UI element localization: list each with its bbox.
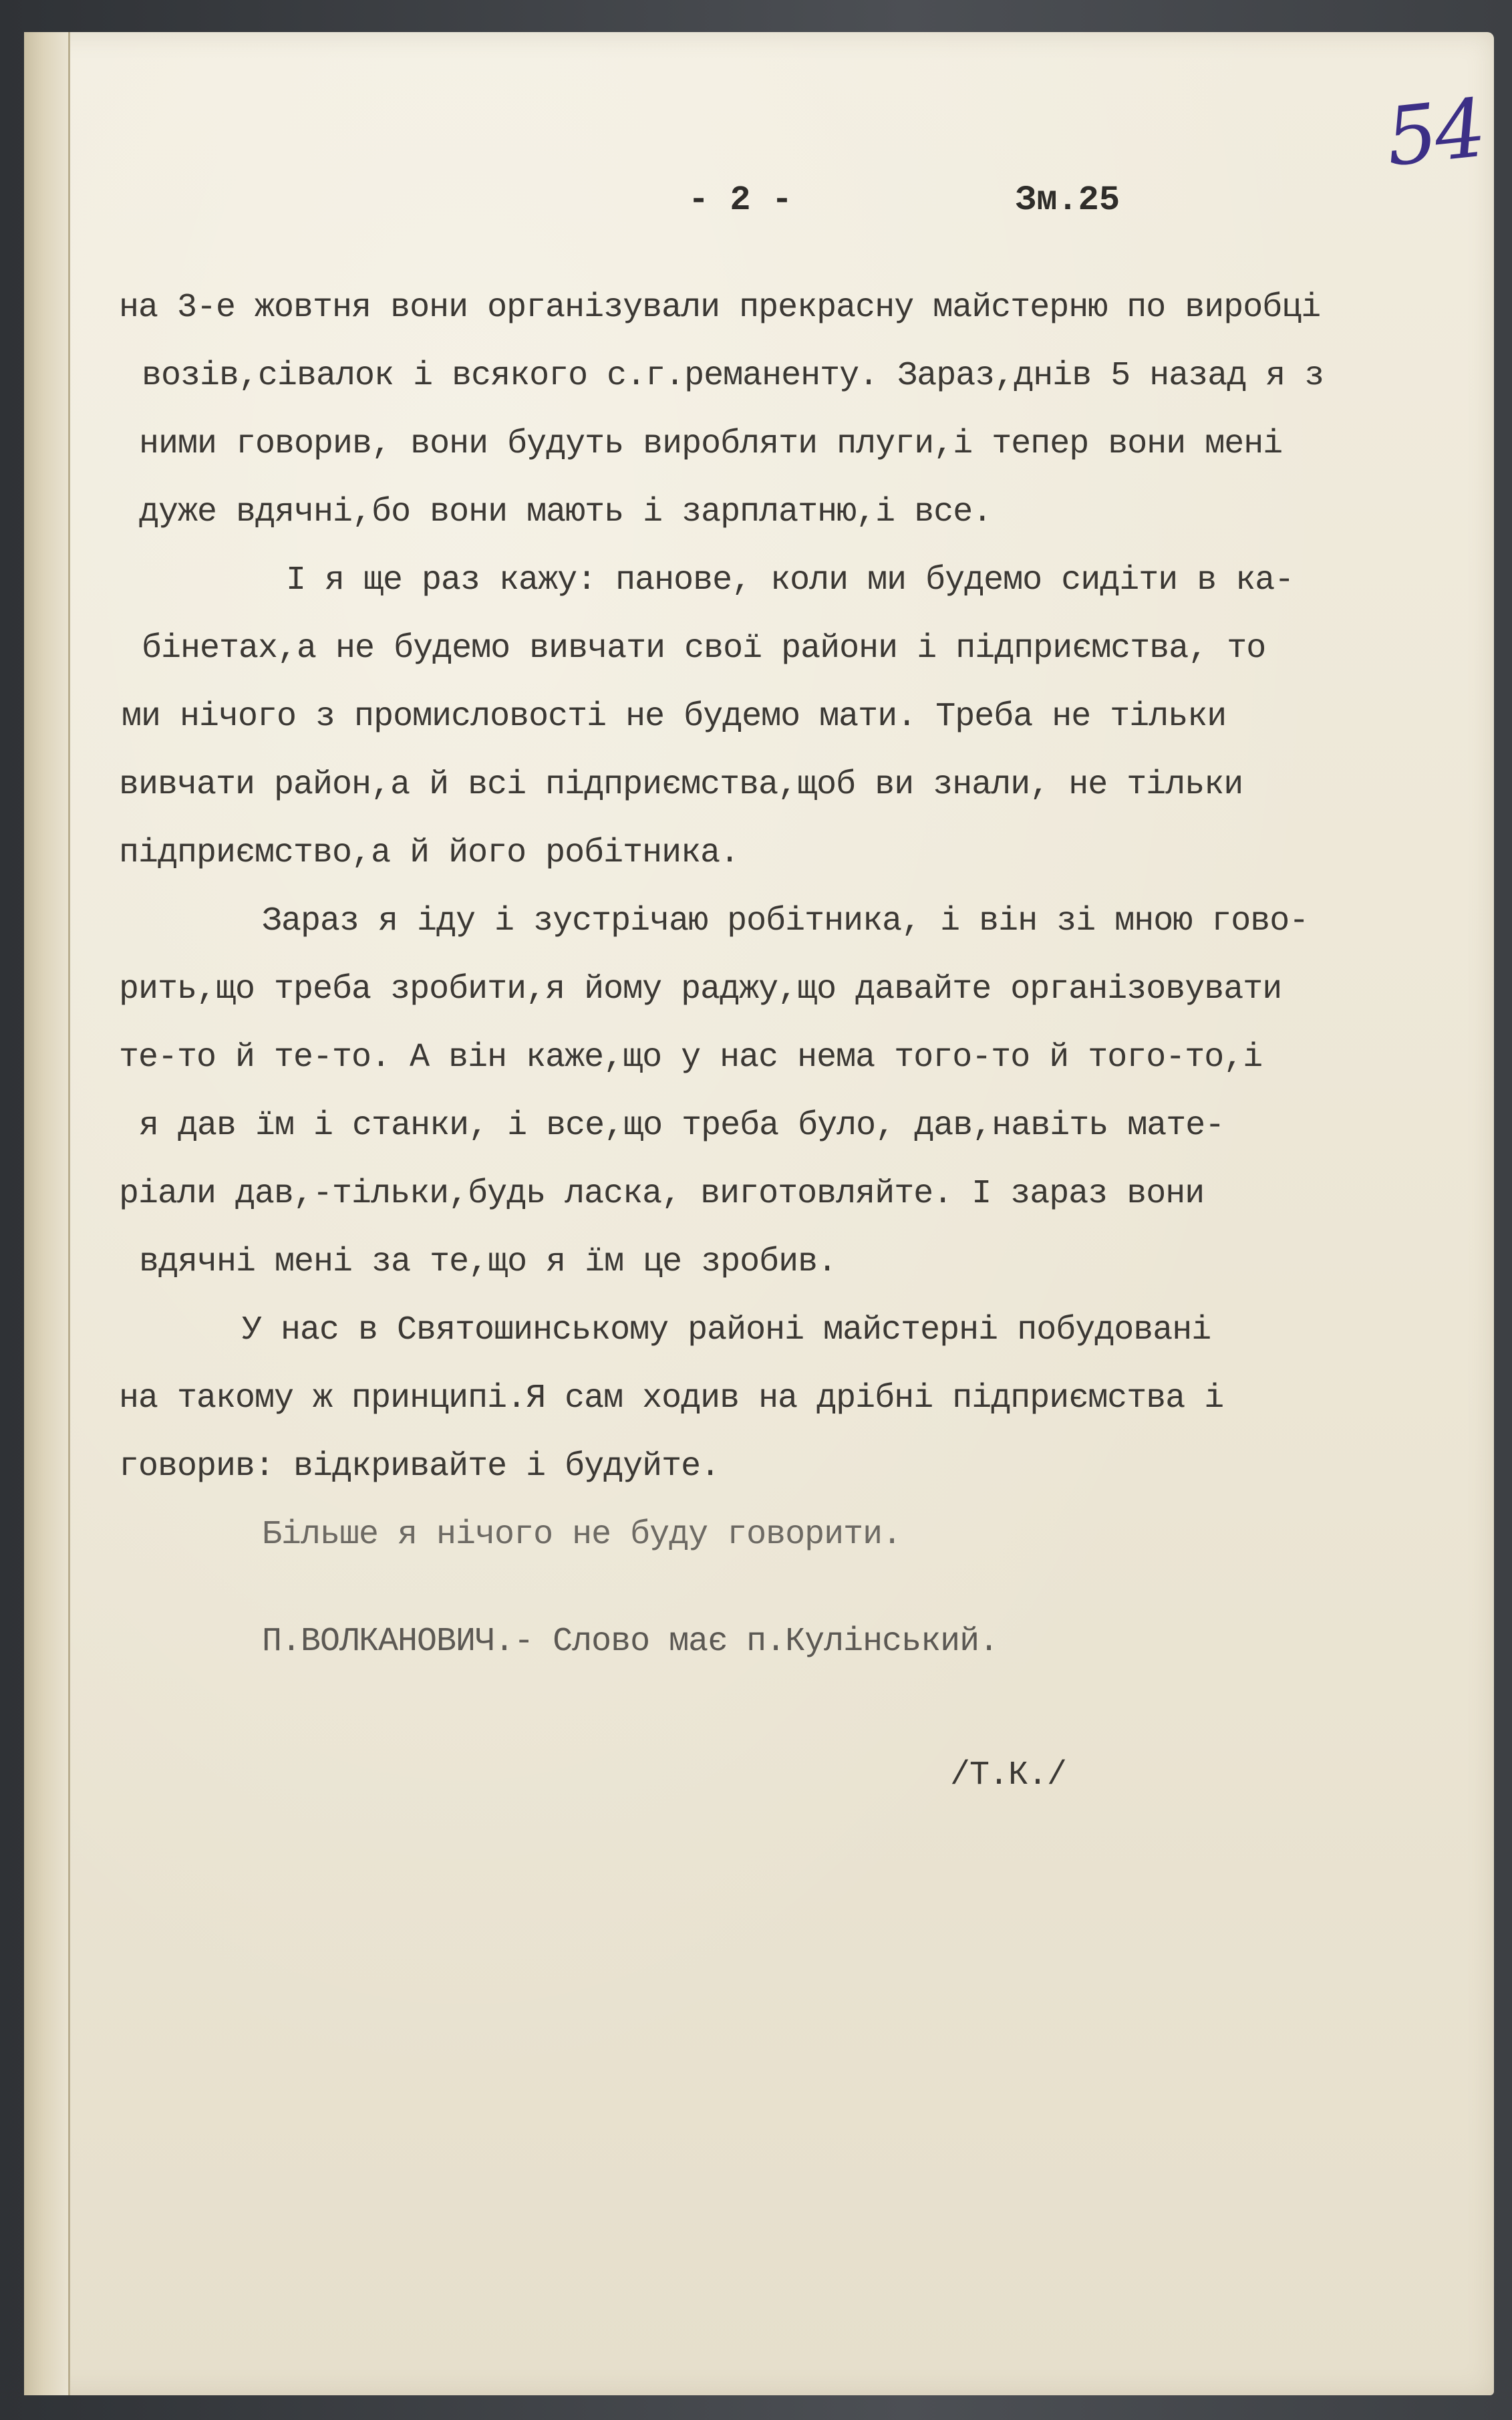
typist-initials: /Т.К./ (950, 1756, 1067, 1794)
text-line: рить,що треба зробити,я йому раджу,що давайте організовувати (119, 970, 1282, 1009)
text-line: вивчати район,а й всі підприємства,щоб ви знали, не тільки (119, 766, 1243, 804)
text-line: дуже вдячні,бо вони мають і зарплатню,і все. (139, 493, 992, 531)
folio-number: 54 (1382, 82, 1488, 185)
text-line: говорив: відкривайте і будуйте. (119, 1448, 720, 1486)
page-number: - 2 - (688, 180, 793, 220)
text-line: на такому ж принципі.Я сам ходив на дрібні підприємства і (119, 1379, 1224, 1418)
page-binding-edge (24, 32, 70, 2395)
text-line: ріали дав,-тільки,будь ласка, виготовляйте. І зараз вони (119, 1175, 1205, 1213)
text-line: ними говорив, вони будуть виробляти плуги,і тепер вони мені (139, 425, 1283, 463)
document-code: Зм.25 (1016, 180, 1120, 220)
text-line: бінетах,а не будемо вивчати свої райони і підприємства, то (142, 630, 1266, 668)
text-line: Більше я нічого не буду говорити. (262, 1516, 902, 1554)
text-line: Зараз я іду і зустрічаю робітника, і він зі мною гово- (262, 902, 1309, 940)
text-line: те-то й те-то. А він каже,що у нас нема того-то й того-то,і (119, 1039, 1263, 1077)
text-line: вдячні мені за те,що я їм це зробив. (139, 1243, 837, 1281)
text-line: возів,сівалок і всякого с.г.реманенту. Зараз,днів 5 назад я з (142, 357, 1324, 395)
text-line: підприємство,а й його робітника. (119, 834, 740, 872)
speaker-line: П.ВОЛКАНОВИЧ.- Слово має п.Кулінський. (262, 1623, 999, 1661)
text-line: ми нічого з промисловості не будемо мати. Треба не тільки (122, 698, 1227, 736)
text-line: я дав їм і станки, і все,що треба було, дав,навіть мате- (139, 1107, 1225, 1145)
text-line: У нас в Святошинському районі майстерні побудовані (242, 1311, 1211, 1349)
text-line: на 3-е жовтня вони організували прекрасну майстерню по виробці (119, 289, 1321, 327)
text-line: І я ще раз кажу: панове, коли ми будемо сидіти в ка- (286, 561, 1294, 599)
